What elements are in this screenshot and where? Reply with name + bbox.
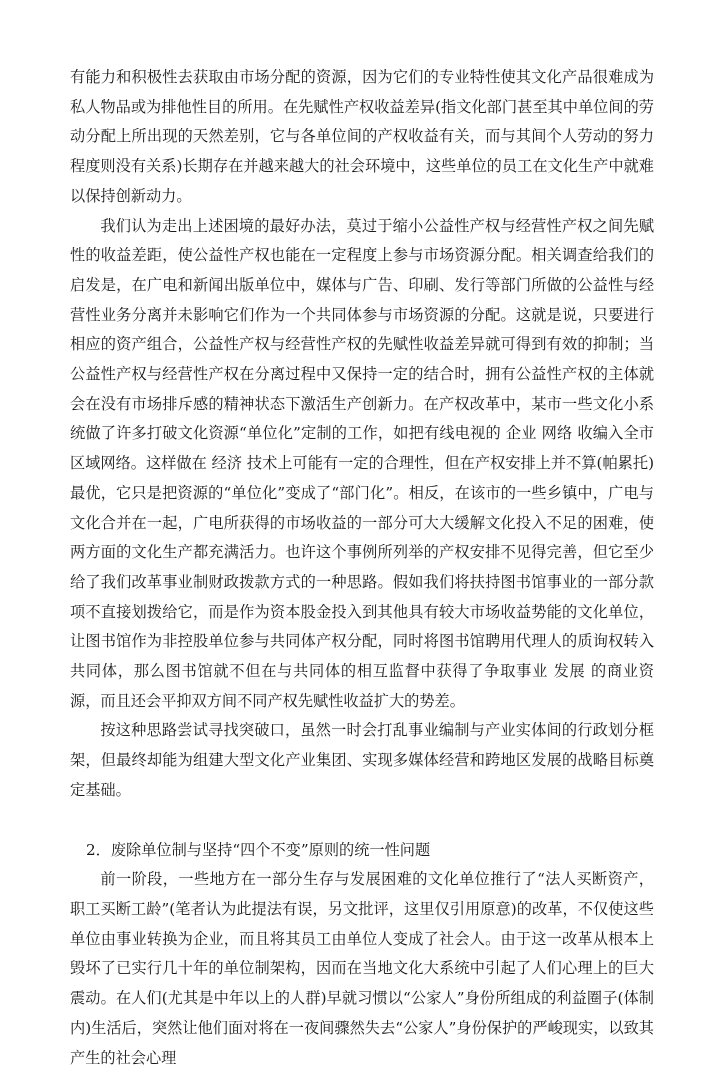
section-spacer <box>70 806 654 836</box>
document-body <box>70 63 654 1073</box>
section-heading: 2．废除单位制与坚持“四个不变”原则的统一性问题 <box>86 840 431 859</box>
paragraph-unit-system: 前一阶段，一些地方在一部分生存与发展困难的文化单位推行了“法人买断资产，职工买断工龄”(笔者认为此提法有误，另文批评，这里仅引用原意)的改革，不仅使这些单位由事业转换为企业，而且将其员工由单位人变成了社会人。由于这一改革从根本上毁坏了已实行几十年的单位制架构，因而在当地文化大系统中引起了人们心理上的巨大震动。在人们(尤其是中年以上的人群)早就习惯以“公家人”身份所组成的利益圈子(体制内)生活后，突然让他们面对将在一夜间骤然失去“公家人”身份保护的严峻现实，以致其产生的社会心理 <box>70 870 654 1067</box>
paragraph-breakthrough: 按这种思路尝试寻找突破口，虽然一时会打乱事业编制与产业实体间的行政划分框架，但最终却能为组建大型文化产业集团、实现多媒体经营和跨地区发展的战略目标奠定基础。 <box>70 721 654 799</box>
paragraph-property-rights: 我们认为走出上述困境的最好办法，莫过于缩小公益性产权与经营性产权之间先赋性的收益差距，使公益性产权也能在一定程度上参与市场资源分配。相关调查给我们的启发是，在广电和新闻出版单位中，媒体与广告、印刷、发行等部门所做的公益性与经营性业务分离并未影响它们作为一个共同体参与市场资源的分配。这就是说，只要进行相应的资产组合，公益性产权与经营性产权的先赋性收益差异就可得到有效的抑制；当公益性产权与经营性产权在分离过程中又保持一定的结合时，拥有公益性产权的主体就会在没有市场排斥感的精神状态下激活生产创新力。在产权改革中，某市一些文化小系统做了许多打破文化资源“单位化”定制的工作，如把有线电视的 企业 网络 收编入全市区域网络。这样做在 经济 技术上可能有一定的合理性，但在产权安排上并不算(帕累托)最优，它只是把资源的“单位化”变成了“部门化”。相反，在该市的一些乡镇中，广电与文化合并在一起，广电所获得的市场收益的一部分可大大缓解文化投入不足的困难，使两方面的文化生产都充满活力。也许这个事例所列举的产权安排不见得完善，但它至少给了我们改革事业制财政拨款方式的一种思路。假如我们将扶持图书馆事业的一部分款项不直接划拨给它，而是作为资本股金投入到其他具有较大市场收益势能的文化单位，让图书馆作为非控股单位参与共同体产权分配，同时将图书馆聘用代理人的质询权转入共同体，那么图书馆就不但在与共同体的相互监督中获得了争取事业 发展 的商业资源，而且还会平抑双方间不同产权先赋性收益扩大的势差。 <box>70 216 654 710</box>
paragraph-continued: 有能力和积极性去获取由市场分配的资源，因为它们的专业特性使其文化产品很难成为私人物品或为排他性目的所用。在先赋性产权收益差异(指文化部门甚至其中单位间的劳动分配上所出现的天然差别，它与各单位间的产权收益有关，而与其间个人劳动的努力程度则没有关系)长期存在并越来越大的社会环境中，这些单位的员工在文化生产中就难以保持创新动力。 <box>70 68 654 205</box>
